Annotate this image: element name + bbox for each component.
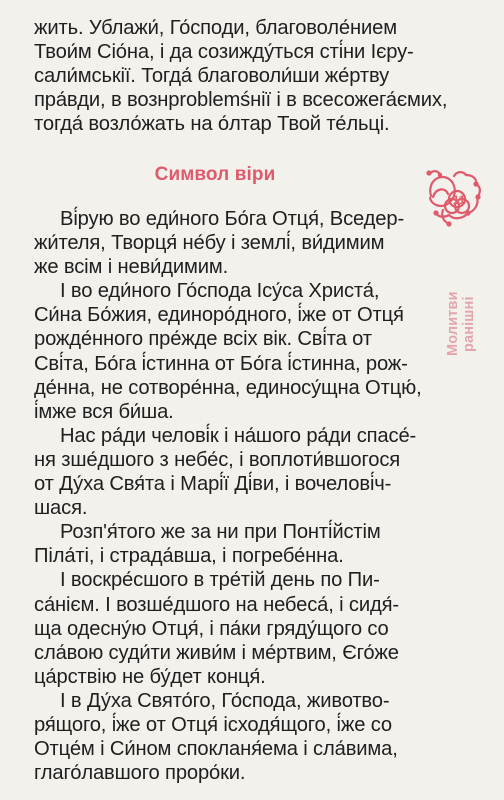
section-title: Символ віри (154, 164, 276, 185)
creed-text-block (34, 207, 422, 785)
text-line: рожде́нного пре́жде всіх вік. Сві́та от (34, 328, 372, 351)
text-line: тогда́ возло́жать на о́лтар Твой те́льці. (34, 113, 390, 136)
section-label: Молитви ранішні (445, 291, 477, 357)
paragraph (34, 207, 405, 279)
text-line: Сві́та, Бо́га і́стинна от Бо́га і́стинна, рож- (34, 352, 408, 375)
text-line: де́нна, не сотворе́нна, единосу́щна Отцю́, (34, 376, 422, 399)
text-line: ца́рствію не бу́дет конця́. (34, 665, 266, 688)
main-text-column (34, 16, 448, 785)
text-line: от Ду́ха Свя́та і Марі́ї Ді́ви, і вочелові́ч- (34, 473, 392, 496)
text-line: са́нієм. І возше́дшого на небеса́, і сидя́- (34, 593, 399, 616)
text-line: жи́теля, Творця́ не́бу і землі́, ви́димим (34, 232, 385, 255)
top-text-block (34, 16, 448, 136)
text-line: Отце́м і Си́ном спокланя́ема і сла́вима, (34, 738, 398, 761)
paragraph (34, 689, 396, 785)
text-line: Твои́м Сіо́на, і да созижду́ться сті́ни Ієру- (34, 41, 414, 64)
text-line: І во еди́ного Го́спода Ісу́са Христа́, (60, 280, 380, 303)
text-line: ря́щого, і́же от Отця́ ісходя́щого, і́же со (34, 713, 393, 736)
text-line: сла́вою суди́ти живи́м і ме́ртвим, Єго́же (34, 641, 399, 664)
section-tab (418, 168, 488, 398)
text-line: ща одесну́ю Отця́, і па́ки гряду́щого со (34, 617, 389, 640)
text-line: І в Ду́ха Свято́го, Го́спода, животво- (60, 689, 390, 712)
text-line: І воскре́сшого в тре́тій день по Пи- (60, 569, 380, 592)
text-line: сали́мськії. Тогда́ благоволи́ши же́ртву (34, 65, 390, 88)
text-line: Нас ра́ди челові́к і на́шого ра́ди спасе́- (60, 424, 417, 447)
paragraph (34, 279, 422, 424)
text-line: Си́на Бо́жия, единоро́дного, і́же от Отця́ (34, 304, 404, 327)
text-line: і́мже вся би́ша. (34, 400, 174, 423)
paragraph (34, 520, 396, 568)
text-line: пра́вди, в вознproblemśнії і в всесожега́ємих, (34, 89, 448, 112)
page-number: 11 (452, 193, 466, 207)
text-line: жить. Ублажи́, Го́споди, благоволе́нием (34, 17, 397, 39)
text-line: ня зше́дшого з небе́с, і воплоти́вшогося (34, 448, 401, 471)
text-line: Розп'я́того же за ни при Понті́йстім (60, 521, 381, 544)
paragraph (34, 568, 399, 688)
text-line: Ві́рую во еди́ного Бо́га Отця́, Вседер- (60, 208, 405, 230)
text-line: же всім і неви́димим. (34, 256, 229, 279)
paragraph (34, 424, 417, 520)
text-line: шася. (34, 497, 88, 520)
text-line: глаго́лавшого проро́ки. (34, 762, 246, 785)
text-line: Піла́ті, і страда́вша, і погребе́нна. (34, 545, 344, 568)
